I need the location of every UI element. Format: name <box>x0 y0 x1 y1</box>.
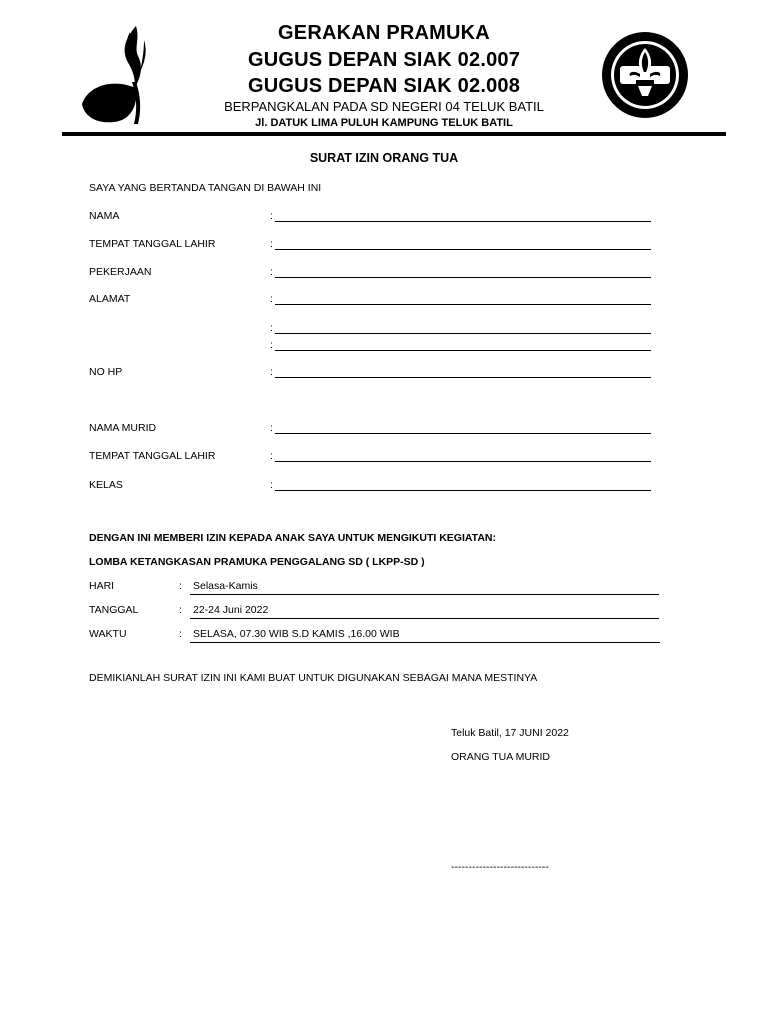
label-ttl-murid: TEMPAT TANGGAL LAHIR <box>89 450 216 462</box>
field-alamat-2[interactable]: : <box>270 322 651 334</box>
label-tanggal: TANGGAL <box>89 604 139 616</box>
org-name: GERAKAN PRAMUKA <box>278 22 490 44</box>
address: Jl. DATUK LIMA PULUH KAMPUNG TELUK BATIL <box>255 117 513 129</box>
label-nohp: NO HP <box>89 366 123 378</box>
label-hari: HARI <box>89 580 115 592</box>
document-title: SURAT IZIN ORANG TUA <box>309 151 459 165</box>
field-nohp[interactable]: : <box>270 366 651 378</box>
label-kelas: KELAS <box>89 479 123 491</box>
field-nama-murid[interactable]: : <box>270 422 651 434</box>
field-pekerjaan[interactable]: : <box>270 266 651 278</box>
place-date: Teluk Batil, 17 JUNI 2022 <box>451 727 569 739</box>
field-kelas[interactable]: : <box>270 479 651 491</box>
closing-text: DEMIKIANLAH SURAT IZIN INI KAMI BUAT UNTUK DIGUNAKAN SEBAGAI MANA MESTINYA <box>89 672 538 684</box>
label-pekerjaan: PEKERJAAN <box>89 266 152 278</box>
label-waktu: WAKTU <box>89 628 127 640</box>
value-waktu: SELASA, 07.30 WIB S.D KAMIS ,16.00 WIB <box>193 628 400 640</box>
permission-text: DENGAN INI MEMBERI IZIN KEPADA ANAK SAYA UNTUK MENGIKUTI KEGIATAN: <box>89 532 496 544</box>
label-nama: NAMA <box>89 210 120 222</box>
label-alamat: ALAMAT <box>89 293 131 305</box>
label-ttl-parent: TEMPAT TANGGAL LAHIR <box>89 238 216 250</box>
field-alamat-1[interactable]: : <box>270 293 651 305</box>
base-school: BERPANGKALAN PADA SD NEGERI 04 TELUK BATIL <box>224 99 544 114</box>
field-ttl-murid[interactable]: : <box>270 450 651 462</box>
field-alamat-3[interactable]: : <box>270 339 651 351</box>
event-name: LOMBA KETANGKASAN PRAMUKA PENGGALANG SD ( LKPP-SD ) <box>89 556 425 568</box>
line-hari <box>190 594 659 595</box>
field-nama[interactable]: : <box>270 210 651 222</box>
colon-hari: : <box>179 580 182 592</box>
field-ttl-parent[interactable]: : <box>270 238 651 250</box>
line-waktu <box>190 642 660 643</box>
value-hari: Selasa-Kamis <box>193 580 258 592</box>
gudep-1: GUGUS DEPAN SIAK 02.007 <box>247 49 521 71</box>
value-tanggal: 22-24 Juni 2022 <box>193 604 269 616</box>
signature-line[interactable]: ---------------------------- <box>451 861 549 873</box>
intro-text: SAYA YANG BERTANDA TANGAN DI BAWAH INI <box>89 182 322 194</box>
label-nama-murid: NAMA MURID <box>89 422 157 434</box>
header-divider <box>62 132 726 136</box>
gudep-2: GUGUS DEPAN SIAK 02.008 <box>247 75 521 97</box>
colon-waktu: : <box>179 628 182 640</box>
signature-role: ORANG TUA MURID <box>451 751 550 763</box>
line-tanggal <box>190 618 659 619</box>
colon-tanggal: : <box>179 604 182 616</box>
